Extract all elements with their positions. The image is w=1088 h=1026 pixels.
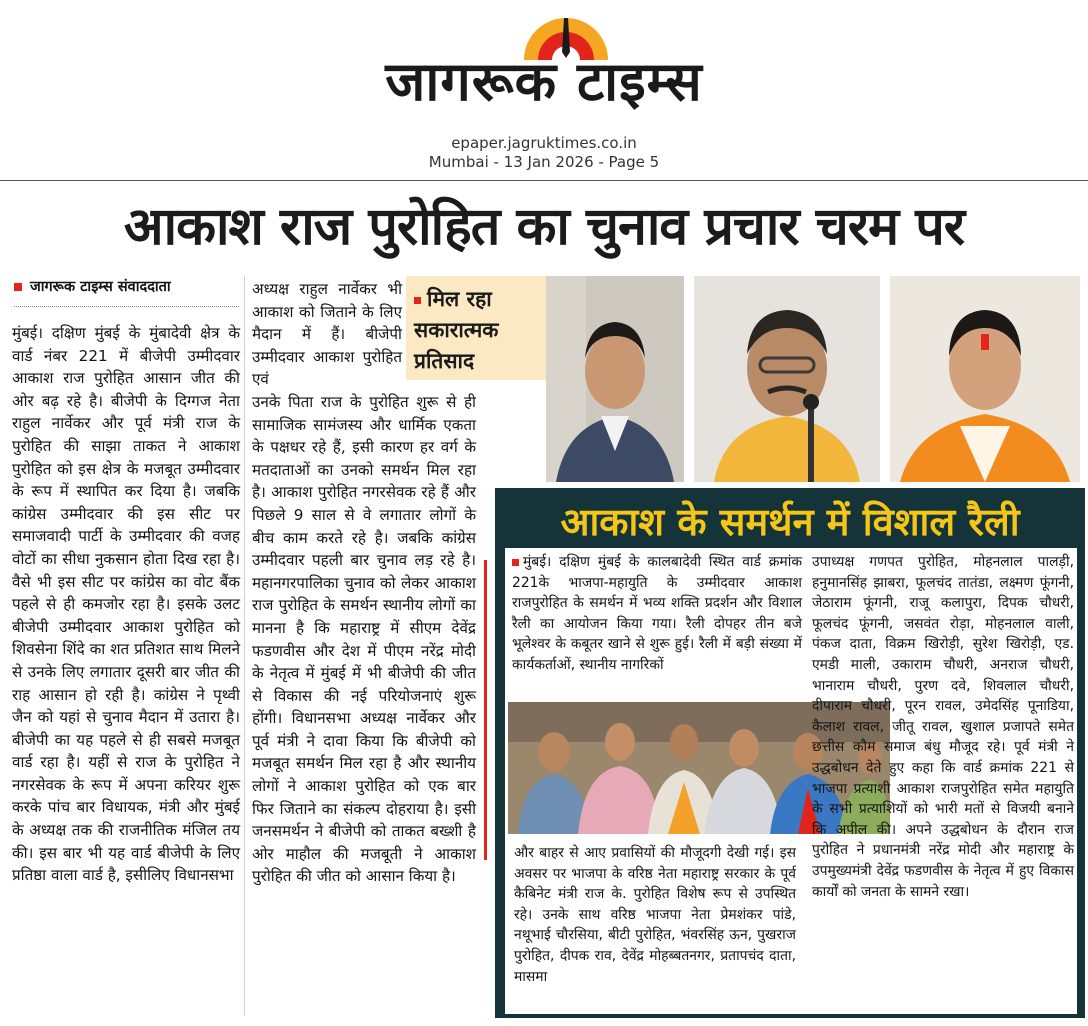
masthead-title: जागरूक टाइम्स xyxy=(385,50,703,113)
edition-date-page: Mumbai - 13 Jan 2026 - Page 5 xyxy=(428,153,660,171)
article-column-2-body: उनके पिता राज के पुरोहित शुरू से ही सामाजिक सामंजस्य और धार्मिक एकता के पक्षधर रहे हैं, इसी कारण हर वर्ग के मतदाताओं का उनको समर्थन मिल रहा है। आकाश पुरोहित नगरसेवक रहे हैं और पिछले 9 साल से वे लगातार लोगों के बीच काम करते रहे है। जबकि कांग्रेस उम्मीदवार पहली बार चुनाव लड़ रहे है। महानगरपालिका चुनाव को लेकर आकाश राज पुरोहित के समर्थन स्थानीय लोगों का मानना है कि महाराष्ट्र में सीएम देवेंद्र फडणवीस और देश में पीएम नरेंद्र मोदी के नेतृत्व में मुंबई में भी बीजेपी की जीत से विकास की नई परियोजनाएं शुरू होंगी। विधानसभा अध्यक्ष नार्वेकर और पूर्व मंत्री ने दावा किया कि बीजेपी को मजबूत समर्थन मिल रहा है और स्थानीय लोगों ने आकाश पुरोहित को एक बार फिर जिताने का संकल्प दोहराया है। इसी जनसमर्थन ने बीजेपी को ताकत बख्शी है ओर माहौल की मजबूती ने आकाश पुरोहित की जीत को आसान किया है। xyxy=(252,392,476,886)
portrait-photo-2 xyxy=(694,276,880,482)
epaper-url[interactable]: epaper.jagruktimes.co.in xyxy=(451,134,637,152)
bullet-square-icon xyxy=(512,559,519,566)
byline xyxy=(14,276,239,298)
masthead-divider xyxy=(0,180,1088,181)
portrait-illustration xyxy=(546,276,684,482)
rally-column-1-text: मुंबई। दक्षिण मुंबई के कालबादेवी स्थित वार्ड क्रमांक 221के भाजपा-महायुति के उम्मीदवार आकाश राजपुरोहित के समर्थन में भव्य शक्ति प्रदर्शन और विशाल रैली का आयोजन किया गया। रैली दोपहर तीन बजे भूलेश्वर के कबूतर खाने से शुरू हुई। रैली में बड़ी संख्या में कार्यकर्ताओं, स्थानीय नागरिकों xyxy=(512,554,802,673)
portrait-illustration xyxy=(694,276,880,482)
byline-text: जागरूक टाइम्स संवाददाता xyxy=(30,279,171,295)
rally-column-1-continued: और बाहर से आए प्रवासियों की मौजूदगी देखी गई। इस अवसर पर भाजपा के वरिष्ठ नेता महाराष्ट्र सरकार के पूर्व कैबिनेट मंत्री राज के. पुरोहित विशेष रूप से उपस्थित रहे। उनके साथ वरिष्ठ भाजपा नेता प्रेमशंकर पांडे, नथूभाई चौरसिया, बीटी पुरोहित, भंवरसिंह ऊन, पुखराज पुरोहित, दीपक राव, देवेंद्र मोहब्बतनगर, प्रतापचंद दाता, मासमा xyxy=(514,845,796,985)
pull-quote-text: मिल रहा सकारात्मक प्रतिसाद xyxy=(414,287,499,373)
article-column-1: मुंबई। दक्षिण मुंबई के मुंबादेवी क्षेत्र के वार्ड नंबर 221 में बीजेपी उम्मीदवार आकाश राज पुरोहित आसान जीत की ओर बढ़ रहे है। बीजेपी के दिग्गज नेता राहुल नार्वेकर और पूर्व मंत्री राज के पुरोहित की साझा ताकत ने आकाश पुरोहित को इस क्षेत्र के मजबूत उम्मीदवार के रूप में स्थापित कर दिया है। जबकि कांग्रेस उम्मीदवार की इस सीट पर समाजवादी पार्टी के उम्मीदवार की वजह वोटों का सीधा नुकसान होता दिख रहा है। वैसे भी इस सीट पर कांग्रेस का वोट बैंक पहले से ही कमजोर रहा है। इसके उलट बीजेपी उम्मीदवार आकाश पुरोहित को शिवसेना शिंदे का शत प्रतिशत साथ मिलने से उनके लिए लगातार दूसरी बार जीत की राह आसान हो रही है। कांग्रेस ने पृथ्वी जैन को यहां से चुनाव मैदान में उतारा है। बीजेपी का यह पहले से ही सबसे मजबूत वार्ड रहा है। यहीं से राज के पुरोहित ने नगरसेवक के रूप में अपना करियर शुरू करके पांच बार विधायक, मंत्री और मुंबई के अध्यक्ष तक की राजनीतिक मंजिल तय की। इस बार भी यह वार्ड बीजेपी के लिए प्रतिष्ठा वाला वार्ड है, इसीलिए विधानसभा xyxy=(12,324,240,885)
column-divider xyxy=(244,276,245,1016)
rally-headline: आकाश के समर्थन में विशाल रैली xyxy=(560,500,1020,544)
portrait-illustration xyxy=(890,276,1080,482)
bullet-square-icon xyxy=(414,297,421,304)
bullet-square-icon xyxy=(14,283,22,291)
pull-quote xyxy=(414,284,546,377)
rally-column-2: उपाध्यक्ष गणपत पुरोहित, मोहनलाल पालड़ी, हनुमानसिंह झाबरा, फूलचंद तातंडा, लक्ष्मण फूंगनी, जेठाराम फूंगनी, राजू कलापुरा, दिपक चौधरी, फूलचंद फूंगनी, जसवंत रोड़ा, मोहनलाल वाली, पंकज दाता, विक्रम खिरोड़ी, सुरेश खिरोड़ी, एड. एमडी माली, उकाराम चौधरी, अनराज चौधरी, भानाराम चौधरी, पुरण दवे, शिवलाल चौधरी, दीपाराम चौधरी, पूरन रावल, उमेदसिंह पूनाडिया, कैलाश रावल, जीतू रावल, खुशाल प्रजापते समेत छत्तीस कौम समाज बंधु मौजूद रहे। पूर्व मंत्री ने उद्धबोधन देते हुए कहा कि वार्ड क्रमांक 221 से भाजपा प्रत्याशी आकाश राजपुरोहित समेत महायुति के सभी प्रत्याशियों को भारी मतों से विजयी बनाने कि अपील की। अपने उद्धबोधन के दौरान राज पुरोहित ने प्रधानमंत्री नरेंद्र मोदी और महाराष्ट्र के उपमुख्यमंत्री देवेंद्र फडणवीस के नेतृत्व में हुए विकास कार्यों को जनता के सामने रखा। xyxy=(812,554,1074,900)
portrait-photo-3 xyxy=(890,276,1080,482)
accent-bar xyxy=(484,560,487,860)
article-headline: आकाश राज पुरोहित का चुनाव प्रचार चरम पर xyxy=(123,197,965,257)
article-column-2-top: अध्यक्ष राहुल नार्वेकर भी आकाश को जिताने के लिए मैदान में हैं। बीजेपी उम्मीदवार आकाश पुरोहित एवं xyxy=(252,280,402,389)
rally-column-1 xyxy=(512,552,802,676)
portrait-photo-1 xyxy=(546,276,684,482)
byline-divider xyxy=(14,306,239,307)
